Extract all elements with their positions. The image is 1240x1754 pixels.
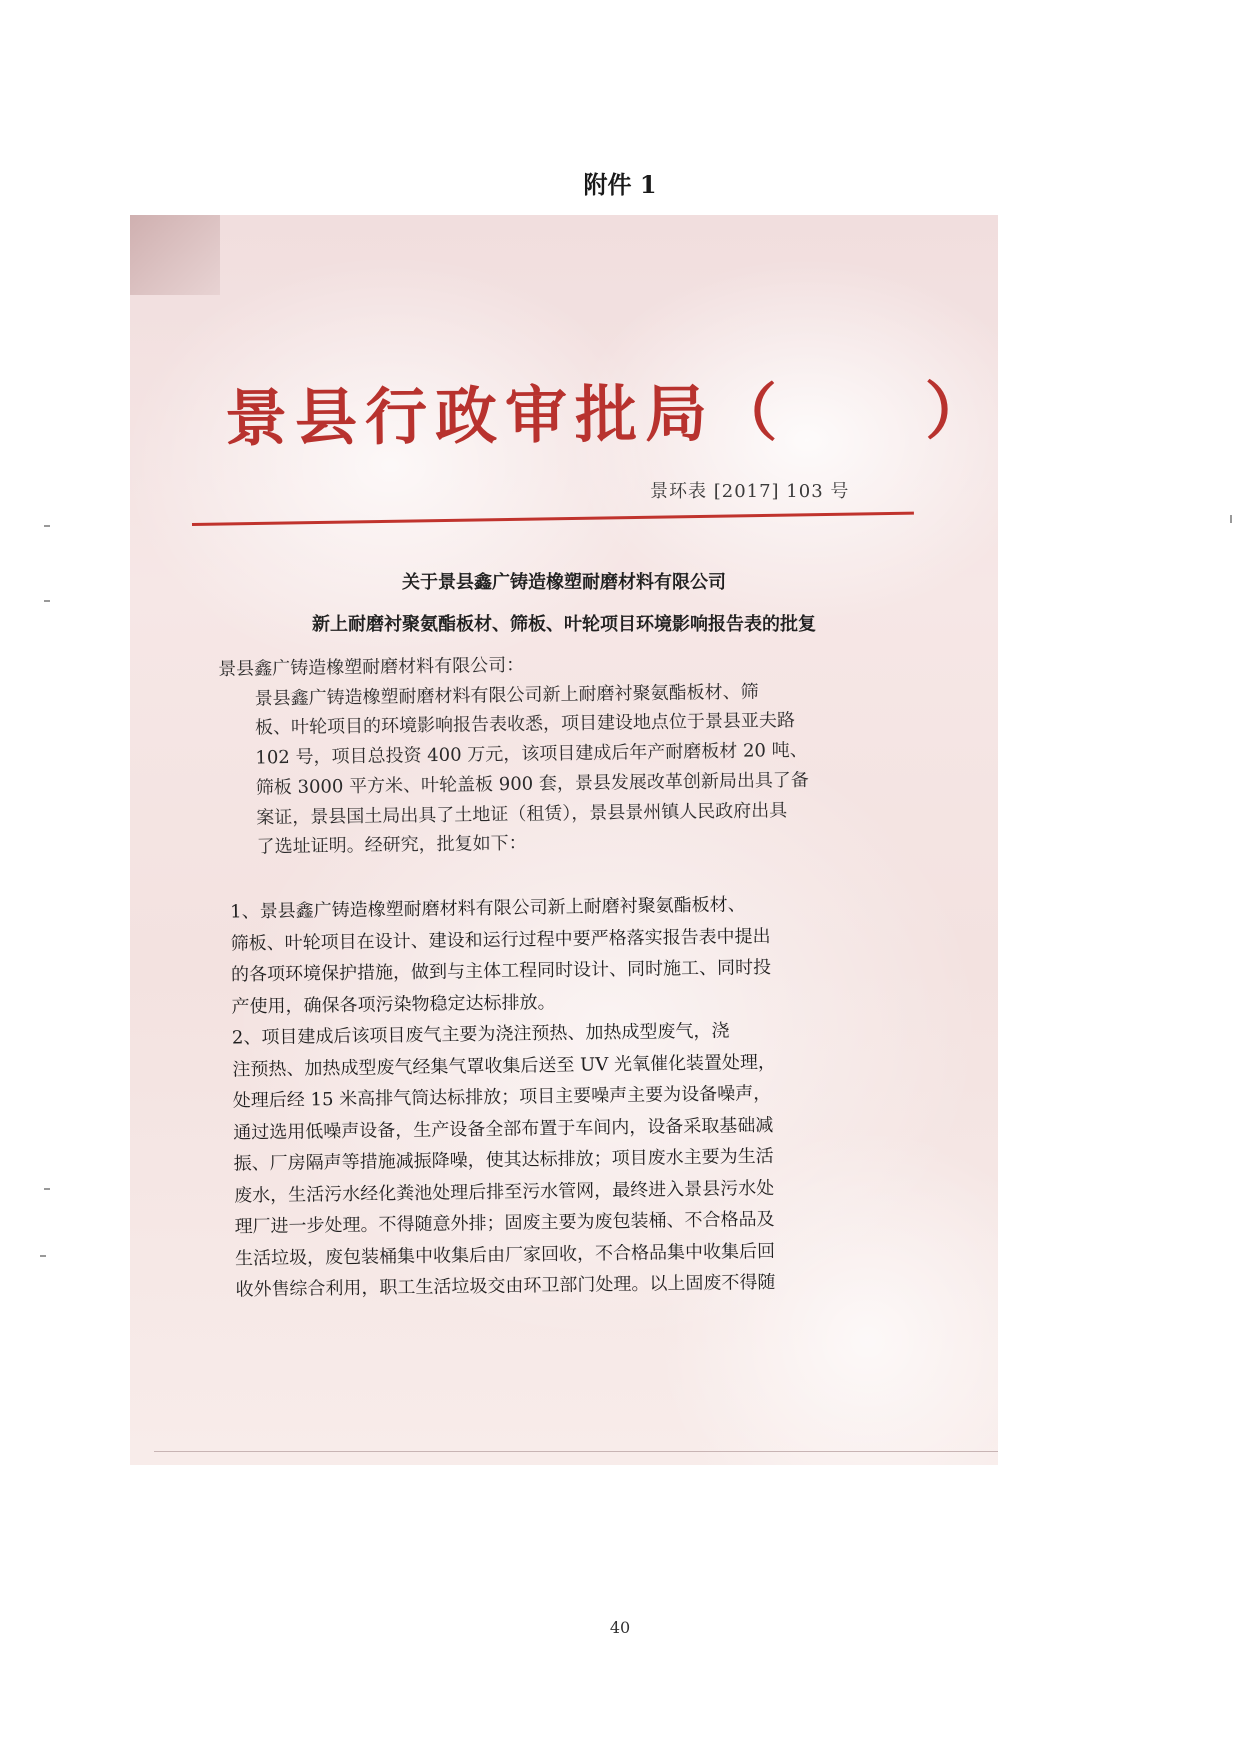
scan-speck xyxy=(44,1188,50,1190)
text-line: 收外售综合利用，职工生活垃圾交由环卫部门处理。以上固废不得随 xyxy=(235,1271,776,1301)
text-line: 产使用，确保各项污染物稳定达标排放。 xyxy=(231,991,556,1017)
paragraph-intro xyxy=(218,676,820,863)
text-line: 1、景县鑫广铸造橡塑耐磨材料有限公司新上耐磨衬聚氨酯板材、 xyxy=(230,894,746,923)
document-title-line-1: 关于景县鑫广铸造橡塑耐磨材料有限公司 xyxy=(402,572,726,593)
text-line: 2、项目建成后该项目废气主要为浇注预热、加热成型废气，浇 xyxy=(231,1020,730,1049)
recipient: 景县鑫广铸造橡塑耐磨材料有限公司： xyxy=(218,654,525,680)
text-line: 了选址证明。经研究，批复如下： xyxy=(256,832,527,858)
page-number: 40 xyxy=(609,1618,631,1637)
paragraph-2 xyxy=(196,1014,820,1306)
text-line: 的各项环境保护措施，做到与主体工程同时设计、同时施工、同时投 xyxy=(230,956,772,986)
scan-speck xyxy=(44,525,50,527)
attachment-label: 附件 1 xyxy=(583,170,657,199)
text-line: 注预热、加热成型废气经集气罩收集后送至 UV 光氧催化装置处理， xyxy=(232,1051,777,1080)
text-line: 景县鑫广铸造橡塑耐磨材料有限公司新上耐磨衬聚氨酯板材、筛 xyxy=(254,681,759,710)
text-line: 理厂进一步处理。不得随意外排；固废主要为废包装桶、不合格品及 xyxy=(234,1208,775,1238)
letterhead: 景县行政审批局（ ） xyxy=(224,373,996,456)
text-line: 筛板、叶轮项目在设计、建设和运行过程中要严格落实报告表中提出 xyxy=(230,925,771,954)
text-line: 生活垃圾，废包装桶集中收集后由厂家回收，不合格品集中收集后回 xyxy=(234,1240,776,1269)
text-line: 102 号，项目总投资 400 万元，该项目建成后年产耐磨板材 20 吨、 xyxy=(255,739,808,769)
text-line: 通过选用低噪声设备，生产设备全部布置于车间内，设备采取基础减 xyxy=(233,1114,774,1143)
scan-speck xyxy=(1230,515,1232,523)
text-line: 案证，景县国土局出具了土地证（租赁），景县景州镇人民政府出具 xyxy=(256,799,788,828)
document-number: 景环表 [2017] 103 号 xyxy=(650,481,850,502)
paragraph-1 xyxy=(194,888,816,1023)
scan-speck xyxy=(40,1255,46,1257)
text-line: 板、叶轮项目的环境影响报告表收悉，项目建设地点位于景县亚夫路 xyxy=(254,710,796,739)
body-upper xyxy=(218,647,821,863)
text-line: 筛板 3000 平方米、叶轮盖板 900 套，景县发展改革创新局出具了备 xyxy=(255,769,810,799)
text-line: 振、厂房隔声等措施减振降噪，使其达标排放；项目废水主要为生活 xyxy=(233,1145,774,1175)
scanned-document-photo xyxy=(130,215,998,1465)
text-line: 处理后经 15 米高排气筒达标排放；项目主要噪声主要为设备噪声， xyxy=(232,1082,772,1112)
red-divider-line xyxy=(192,512,914,526)
text-line: 废水，生活污水经化粪池处理后排至污水管网，最终进入景县污水处 xyxy=(234,1177,775,1206)
document-title-line-2: 新上耐磨衬聚氨酯板材、筛板、叶轮项目环境影响报告表的批复 xyxy=(312,614,816,635)
scan-speck xyxy=(44,600,50,602)
body-lower xyxy=(194,888,820,1306)
